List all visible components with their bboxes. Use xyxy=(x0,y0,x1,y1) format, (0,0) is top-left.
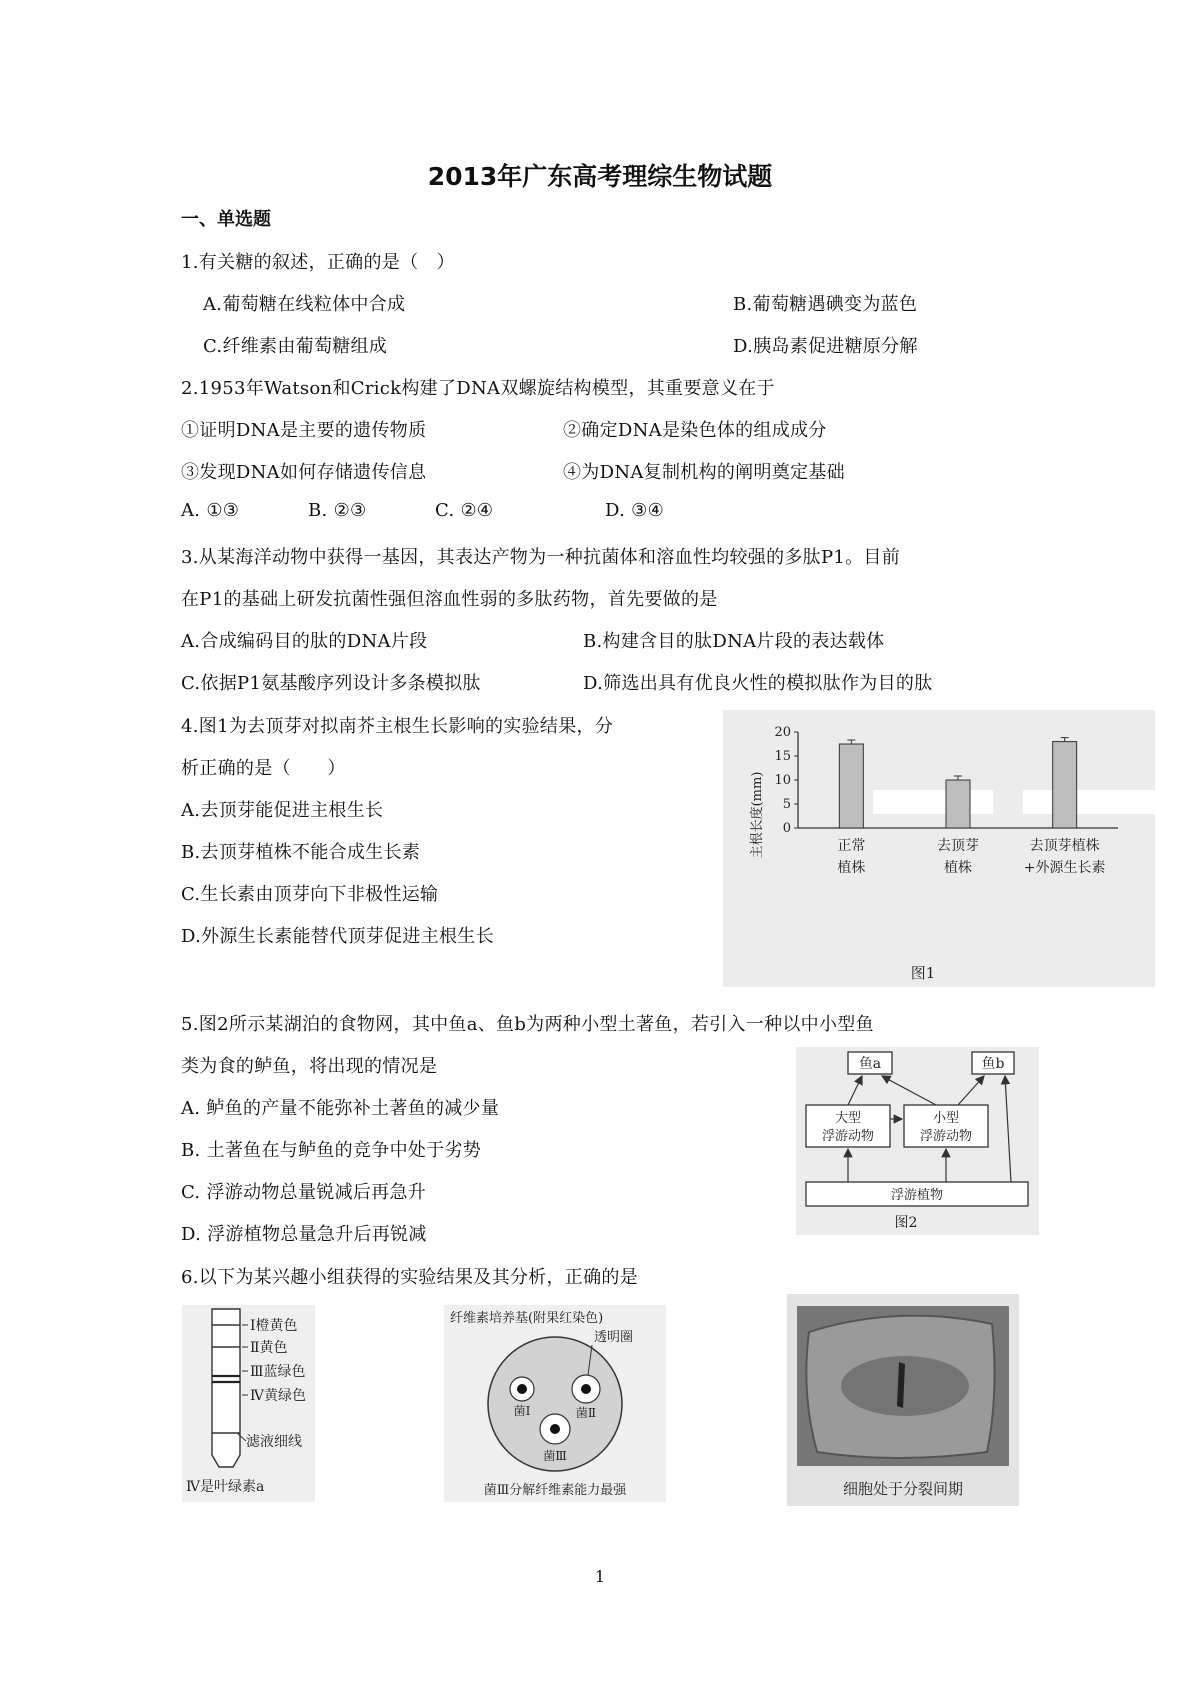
y-tick-label: 5 xyxy=(782,797,791,812)
figure-1-blank-area xyxy=(873,790,993,814)
sample-line-label: 滤液细线 xyxy=(246,1434,302,1450)
page-number: 1 xyxy=(594,1567,606,1586)
q3-stem-line1: 3.从某海洋动物中获得一基因，其表达产物为一种抗菌体和溶血性均较强的多肽P1。目前 xyxy=(181,547,901,568)
q2-option-c: C. ②④ xyxy=(435,500,494,521)
y-tick-label: 15 xyxy=(774,749,791,764)
figure-3-chromatography xyxy=(182,1305,315,1502)
q2-statement-2: ②确定DNA是染色体的组成成分 xyxy=(563,420,827,441)
q4-stem-line2: 析正确的是（ ） xyxy=(181,758,346,779)
figure-1-blank-area-2 xyxy=(1023,790,1155,814)
q5-option-b: B. 土著鱼在与鲈鱼的竞争中处于劣势 xyxy=(181,1140,482,1161)
q1-option-b: B.葡萄糖遇碘变为蓝色 xyxy=(733,294,918,315)
colony-3 xyxy=(540,1414,570,1444)
q5-option-d: D. 浮游植物总量急升后再锐减 xyxy=(181,1224,427,1245)
large-zooplankton-label-2: 浮游动物 xyxy=(821,1129,875,1144)
section-heading: 一、单选题 xyxy=(181,209,271,230)
q2-option-b: B. ②③ xyxy=(308,500,367,521)
large-zooplankton-label-1: 大型 xyxy=(834,1111,862,1126)
x-tick-label: +外源生长素 xyxy=(1023,860,1106,876)
x-tick-label: 正常 xyxy=(837,838,866,854)
q5-stem-line1: 5.图2所示某湖泊的食物网，其中鱼a、鱼b为两种小型土著鱼，若引入一种以中小型鱼 xyxy=(181,1014,874,1035)
figure-5-micrograph xyxy=(787,1294,1019,1506)
q2-option-a: A. ①③ xyxy=(181,500,240,521)
q2-stem: 2.1953年Watson和Crick构建了DNA双螺旋结构模型，其重要意义在于 xyxy=(181,378,775,399)
page-title: 2013年广东高考理综生物试题 xyxy=(427,162,773,191)
figure-2-caption: 图2 xyxy=(894,1215,918,1231)
q4-stem-line1: 4.图1为去顶芽对拟南芥主根生长影响的实验结果，分 xyxy=(181,716,614,737)
q3-option-b: B.构建含目的肽DNA片段的表达载体 xyxy=(583,631,885,652)
colony-2 xyxy=(572,1375,600,1403)
q1-option-a: A.葡萄糖在线粒体中合成 xyxy=(203,294,406,315)
q4-option-c: C.生长素由顶芽向下非极性运输 xyxy=(181,884,439,905)
band-label-2: Ⅱ黄色 xyxy=(250,1340,288,1356)
bar xyxy=(1053,742,1077,828)
q5-option-a: A. 鲈鱼的产量不能弥补土著鱼的减少量 xyxy=(181,1098,500,1119)
q4-option-b: B.去顶芽植株不能合成生长素 xyxy=(181,842,421,863)
q4-option-a: A.去顶芽能促进主根生长 xyxy=(181,800,384,821)
figure-4-culture-plate xyxy=(444,1305,666,1502)
q5-option-c: C. 浮游动物总量锐减后再急升 xyxy=(181,1182,427,1203)
bacteria-2-label: 菌Ⅱ xyxy=(575,1406,597,1420)
band-label-3: Ⅲ蓝绿色 xyxy=(250,1364,306,1380)
x-tick-label: 植株 xyxy=(944,860,972,876)
fish-b-label: 鱼b xyxy=(981,1056,1005,1072)
y-tick-label: 0 xyxy=(782,821,791,836)
bacteria-3-label: 菌Ⅲ xyxy=(543,1449,567,1463)
q1-stem: 1.有关糖的叙述，正确的是（ ） xyxy=(181,252,455,273)
figure-4-caption: 菌Ⅲ分解纤维素能力最强 xyxy=(483,1483,627,1498)
y-tick-label: 10 xyxy=(774,773,791,788)
band-label-1: Ⅰ橙黄色 xyxy=(250,1318,298,1334)
band-label-4: Ⅳ黄绿色 xyxy=(250,1388,306,1404)
q3-option-c: C.依据P1氨基酸序列设计多条模拟肽 xyxy=(181,673,481,694)
fish-a-label: 鱼a xyxy=(858,1056,882,1072)
bar xyxy=(946,780,970,828)
cell-interior xyxy=(841,1356,969,1416)
phytoplankton-label: 浮游植物 xyxy=(890,1188,944,1203)
figure-2-food-web xyxy=(796,1047,1039,1235)
q2-statement-3: ③发现DNA如何存储遗传信息 xyxy=(181,462,427,483)
q1-option-d: D.胰岛素促进糖原分解 xyxy=(733,336,918,357)
q4-option-d: D.外源生长素能替代顶芽促进主根生长 xyxy=(181,926,494,947)
figure-3-caption: Ⅳ是叶绿素a xyxy=(186,1479,265,1495)
q3-option-a: A.合成编码目的肽的DNA片段 xyxy=(181,631,428,652)
medium-label: 纤维素培养基(附果红染色) xyxy=(450,1311,604,1326)
halo-label: 透明圈 xyxy=(594,1330,634,1345)
bacteria-1-label: 菌Ⅰ xyxy=(513,1404,531,1418)
figure-1-caption: 图1 xyxy=(910,964,936,982)
x-tick-label: 去顶芽植株 xyxy=(1029,838,1100,854)
figure-1-y-axis-label: 主根长度(mm) xyxy=(750,771,765,859)
colony-1 xyxy=(510,1377,534,1401)
q3-option-d: D.筛选出具有优良火性的模拟肽作为目的肽 xyxy=(583,673,933,694)
bar xyxy=(839,744,863,828)
q2-statement-4: ④为DNA复制机构的阐明奠定基础 xyxy=(563,462,845,483)
small-zooplankton-label-1: 小型 xyxy=(932,1111,960,1126)
y-tick-label: 20 xyxy=(774,725,791,740)
figure-5-caption: 细胞处于分裂间期 xyxy=(842,1480,964,1498)
q5-stem-line2: 类为食的鲈鱼，将出现的情况是 xyxy=(181,1056,438,1077)
figure-2 xyxy=(796,1047,1039,1235)
filter-paper-strip xyxy=(212,1309,240,1467)
figure-1-chart xyxy=(723,710,1155,987)
q6-stem: 6.以下为某兴趣小组获得的实验结果及其分析，正确的是 xyxy=(181,1267,638,1288)
x-tick-label: 植株 xyxy=(837,860,866,876)
figure-1 xyxy=(723,710,1155,987)
q2-statement-1: ①证明DNA是主要的遗传物质 xyxy=(181,420,427,441)
q3-stem-line2: 在P1的基础上研发抗菌性强但溶血性弱的多肽药物，首先要做的是 xyxy=(181,589,718,610)
q2-option-d: D. ③④ xyxy=(605,500,665,521)
small-zooplankton-label-2: 浮游动物 xyxy=(919,1129,973,1144)
q1-option-c: C.纤维素由葡萄糖组成 xyxy=(203,336,388,357)
x-tick-label: 去顶芽 xyxy=(937,838,979,854)
